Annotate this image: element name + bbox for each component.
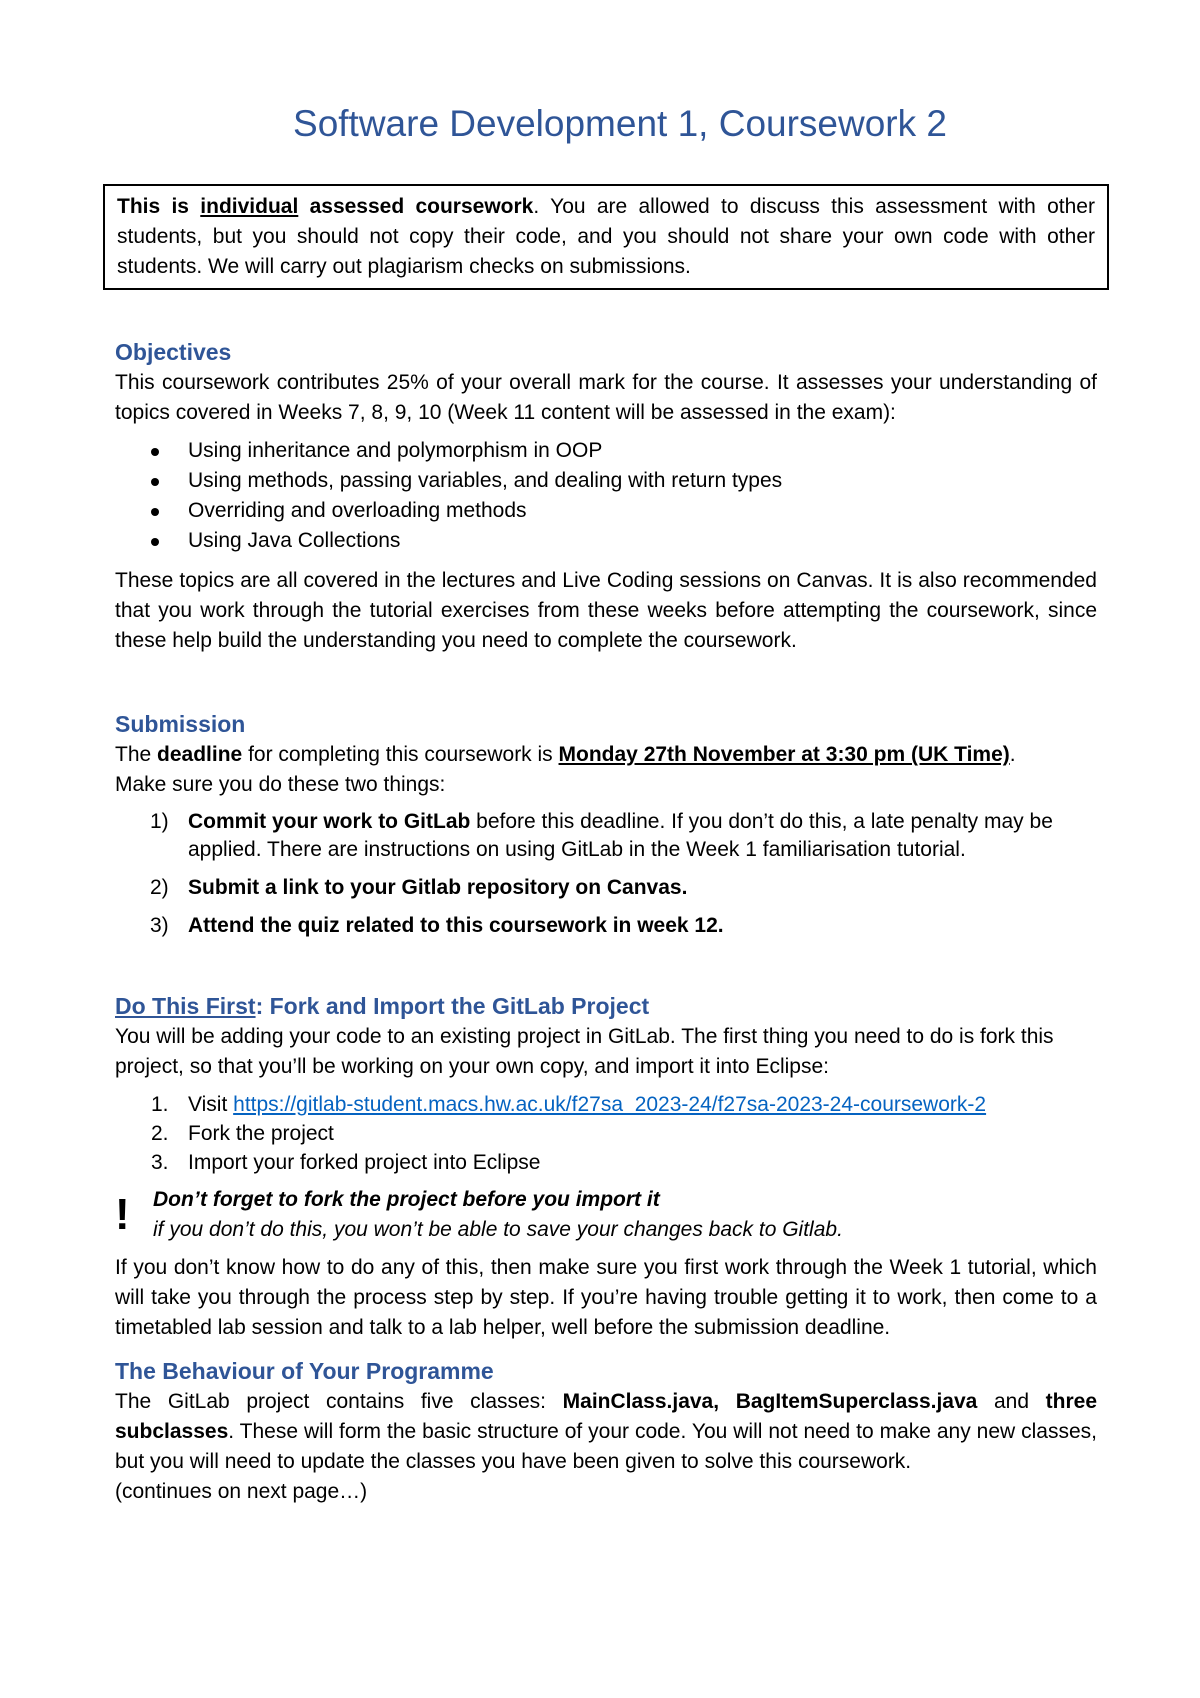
objectives-item: Using Java Collections xyxy=(115,526,1097,556)
page-title: Software Development 1, Coursework 2 xyxy=(293,103,947,144)
notice-body: . You are allowed to discuss this assessment with other students, but you should not copy their code, and you should not share your own code with other students. We will carry out plagiarism checks on submissions. xyxy=(117,195,1095,278)
fork-warning-detail: if you don’t do this, you won’t be able to save your changes back to Gitlab. xyxy=(153,1218,843,1241)
document-page xyxy=(115,100,1097,1507)
fork-step: 1. Visit https://gitlab-student.macs.hw.ac.uk/f27sa_2023-24/f27sa-2023-24-coursework-2 xyxy=(151,1093,987,1116)
objectives-item: Using methods, passing variables, and dealing with return types xyxy=(115,466,1097,496)
objectives-intro: This coursework contributes 25% of your overall mark for the course. It assesses your understanding of topics covered in Weeks 7, 8, 9, 10 (Week 11 content will be assessed in the exam): xyxy=(115,371,1097,424)
notice-assessed: assessed coursework xyxy=(298,195,534,218)
deadline-line: The deadline for completing this coursework is Monday 27th November at 3:30 pm (UK Time). xyxy=(115,743,1016,766)
notice-individual: individual xyxy=(200,195,299,218)
gitlab-project-link[interactable]: https://gitlab-student.macs.hw.ac.uk/f27sa_2023-24/f27sa-2023-24-coursework-2 xyxy=(233,1093,987,1116)
objectives-outro: These topics are all covered in the lectures and Live Coding sessions on Canvas. It is also recommended that you work through the tutorial exercises from these weeks before attempting the coursework, since these help build the understanding you need to complete the coursework. xyxy=(115,569,1097,652)
individual-notice-box xyxy=(103,184,1109,290)
bullet-icon xyxy=(151,448,159,456)
submission-section xyxy=(115,708,1097,940)
bullet-icon xyxy=(151,508,159,516)
bullet-icon xyxy=(151,538,159,546)
submission-step: 3) Attend the quiz related to this coursework in week 12. xyxy=(150,914,724,937)
do-this-first-heading: Do This First: Fork and Import the GitLab Project xyxy=(115,993,650,1019)
behaviour-heading: The Behaviour of Your Programme xyxy=(115,1358,494,1384)
fork-warning xyxy=(115,1185,1097,1245)
fork-warning-title: Don’t forget to fork the project before you import it xyxy=(153,1188,660,1211)
submission-instruction: Make sure you do these two things: xyxy=(115,773,446,796)
fork-step: 2. Fork the project xyxy=(151,1122,334,1145)
notice-lead: This is xyxy=(117,195,201,218)
submission-steps xyxy=(115,808,1097,940)
do-this-first-section xyxy=(115,990,1097,1343)
continues-note: (continues on next page…) xyxy=(115,1480,368,1503)
submission-heading: Submission xyxy=(115,711,246,737)
objectives-item: Overriding and overloading methods xyxy=(115,496,1097,526)
bullet-icon xyxy=(151,478,159,486)
objectives-section xyxy=(115,336,1097,656)
exclamation-icon: ! xyxy=(115,1190,130,1239)
objectives-heading: Objectives xyxy=(115,339,232,365)
submission-step: 1) Commit your work to GitLab before this deadline. If you don’t do this, a late penalty may be applied. There are instructions on using GitLab in the Week 1 familiarisation tutorial. xyxy=(150,810,1053,861)
objectives-item: Using inheritance and polymorphism in OOP xyxy=(115,436,1097,466)
behaviour-section xyxy=(115,1355,1097,1507)
deadline-date: Monday 27th November at 3:30 pm (UK Time) xyxy=(558,743,1010,766)
submission-step: 2) Submit a link to your Gitlab repository on Canvas. xyxy=(150,876,688,899)
fork-steps xyxy=(115,1090,1097,1177)
do-this-first-intro: You will be adding your code to an existing project in GitLab. The first thing you need to do is fork this project, so that you’ll be working on your own copy, and import it into Eclipse: xyxy=(115,1025,1054,1078)
fork-step: 3. Import your forked project into Eclipse xyxy=(151,1151,541,1174)
do-this-first-outro: If you don’t know how to do any of this, then make sure you first work through the Week 1 tutorial, which will take you through the process step by step. If you’re having trouble getting it to work, then come to a timetabled lab session and talk to a lab helper, well before the submission deadline. xyxy=(115,1256,1097,1339)
objectives-list xyxy=(115,436,1097,556)
behaviour-paragraph: The GitLab project contains five classes: MainClass.java, BagItemSuperclass.java and three subclasses. These will form the basic structure of your code. You will not need to make any new classes, but you will need to update the classes you have been given to solve this coursework. xyxy=(115,1390,1097,1473)
